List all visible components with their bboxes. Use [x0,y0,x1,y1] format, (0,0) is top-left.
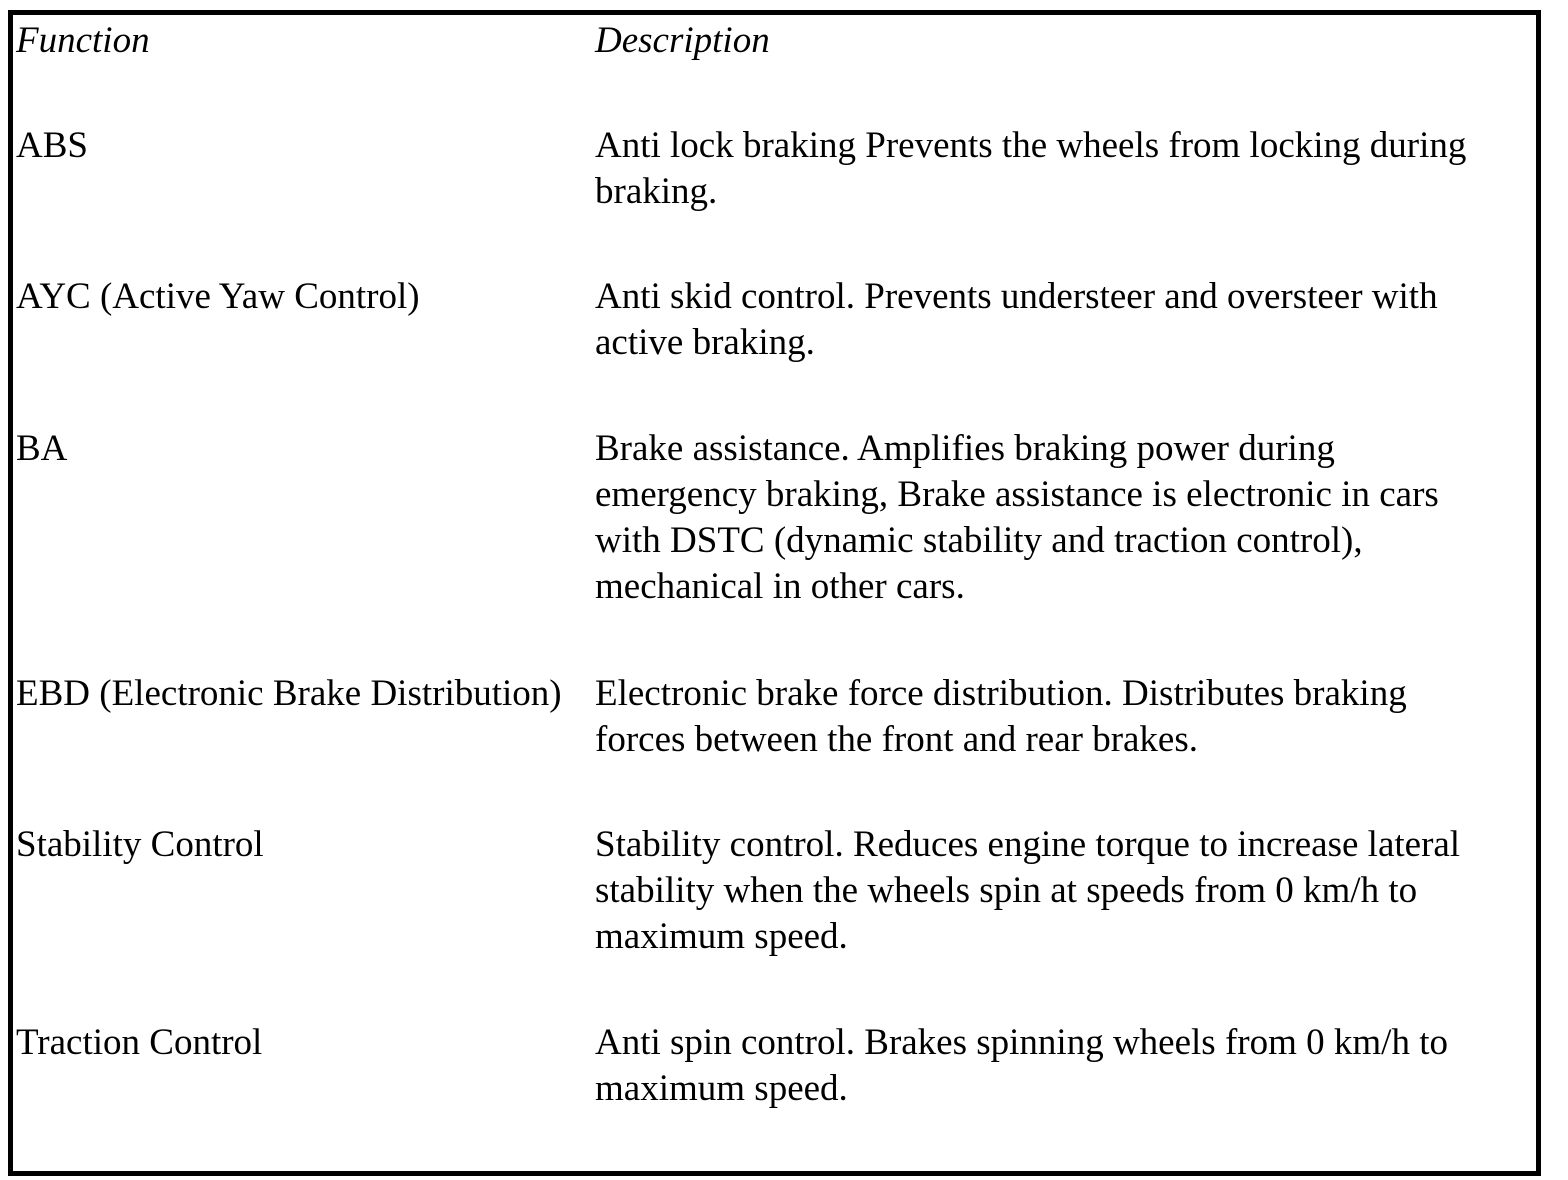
description-line: active braking. [595,322,815,363]
description-cell-abs [595,123,1466,215]
description-line: Brake assistance. Amplifies braking power during [595,428,1335,469]
function-cell-ba: BA [16,428,68,469]
description-cell-ayc [595,274,1438,366]
function-cell-traction-control: Traction Control [16,1022,263,1063]
description-cell-ba [595,426,1439,610]
description-line: with DSTC (dynamic stability and traction control), [595,520,1363,561]
description-line: Anti spin control. Brakes spinning wheels from 0 km/h to [595,1022,1448,1063]
description-cell-stability-control [595,822,1460,960]
description-line: braking. [595,171,718,212]
function-cell-stability-control: Stability Control [16,824,264,865]
description-cell-ebd [595,671,1407,763]
description-line: forces between the front and rear brakes. [595,719,1199,760]
description-line: Electronic brake force distribution. Distributes braking [595,673,1407,714]
description-line: emergency braking, Brake assistance is electronic in cars [595,474,1439,515]
description-line: mechanical in other cars. [595,566,965,607]
description-line: stability when the wheels spin at speeds from 0 km/h to [595,870,1418,911]
function-column-header: Function [16,20,150,61]
function-cell-abs: ABS [16,125,88,166]
description-line: Anti skid control. Prevents understeer and oversteer with [595,276,1438,317]
function-cell-ayc: AYC (Active Yaw Control) [16,276,420,317]
description-line: maximum speed. [595,1068,848,1109]
description-line: Anti lock braking Prevents the wheels from locking during [595,125,1467,166]
description-line: maximum speed. [595,916,848,957]
description-cell-traction-control [595,1020,1448,1112]
description-column-header: Description [595,20,770,61]
description-line: Stability control. Reduces engine torque to increase lateral [595,824,1461,865]
function-cell-ebd: EBD (Electronic Brake Distribution) [16,673,562,714]
